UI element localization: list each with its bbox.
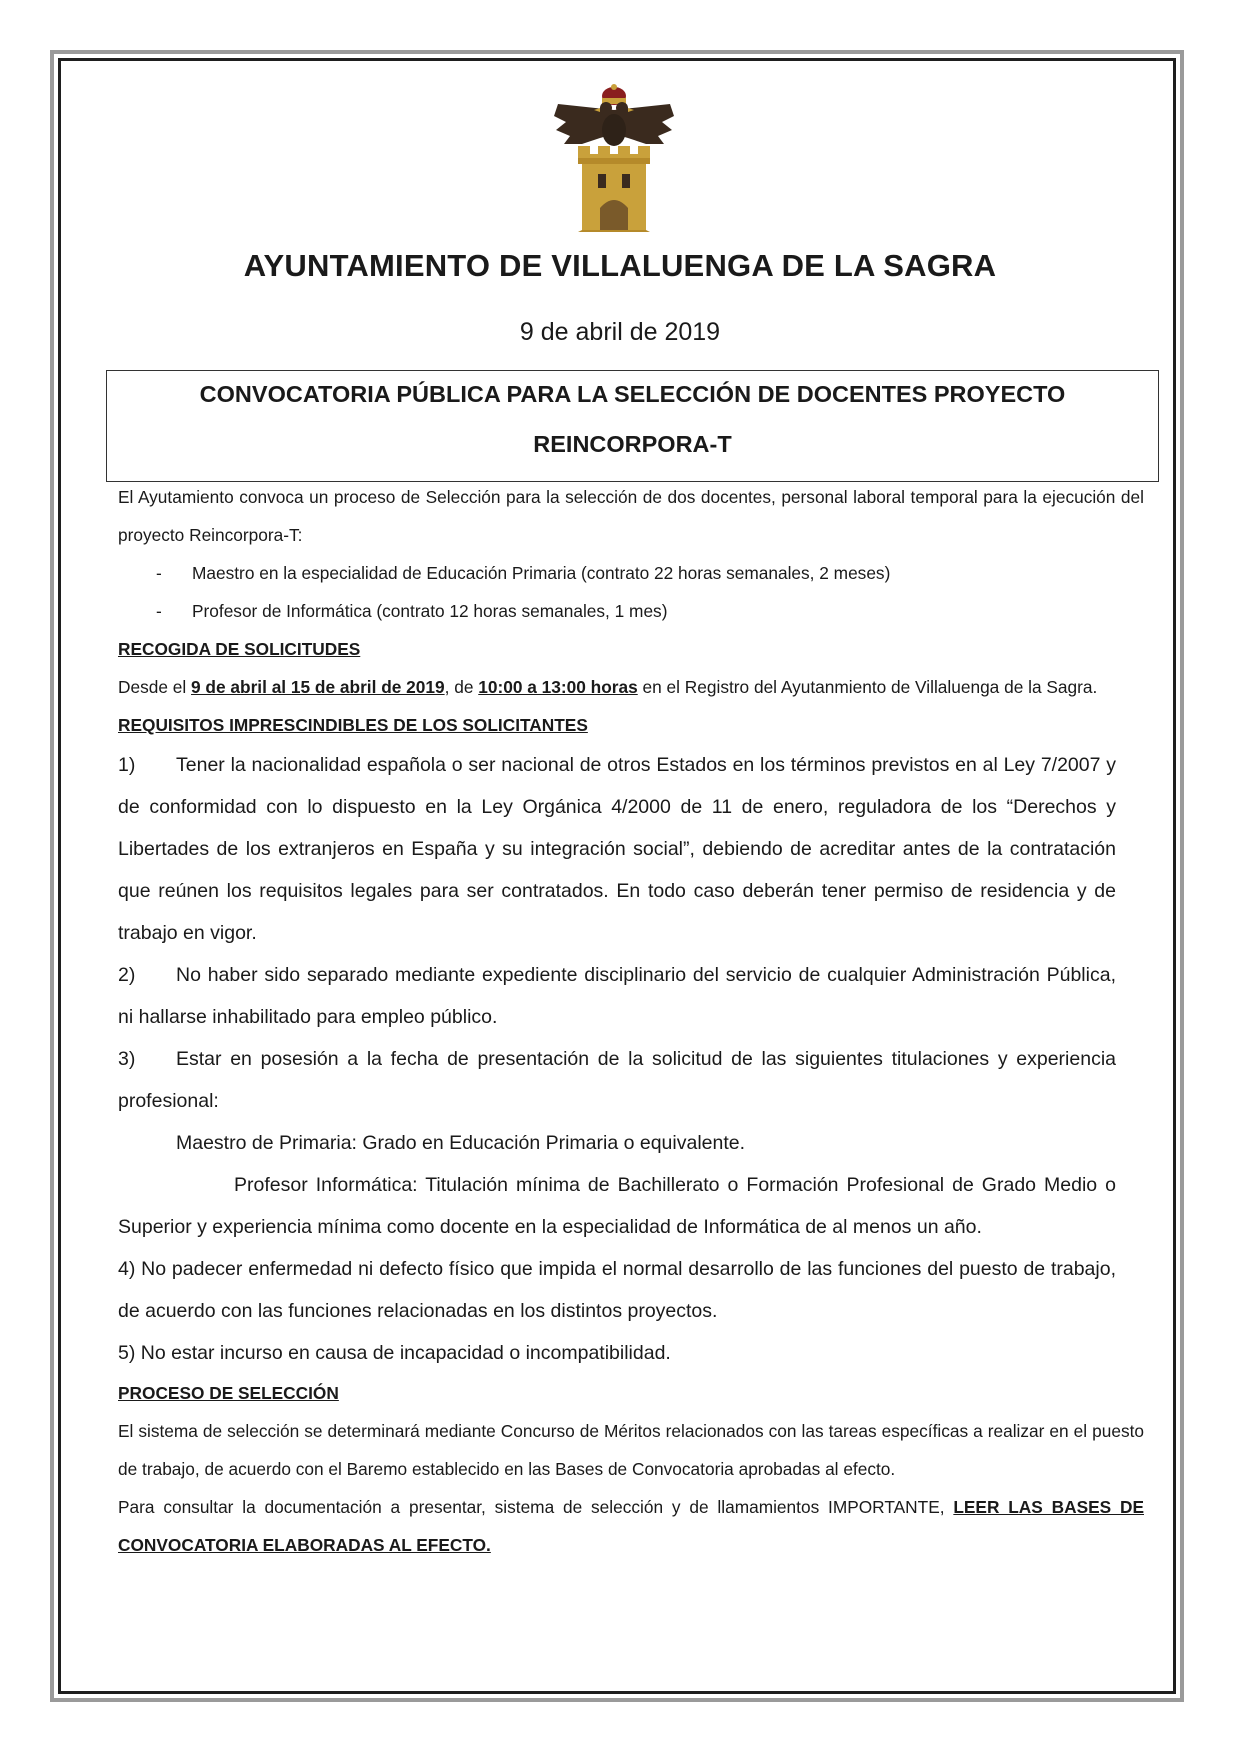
list-item: - Maestro en la especialidad de Educación Primaria (contrato 22 horas semanales, 2 meses) <box>118 554 1144 592</box>
requisito-3: 3) Estar en posesión a la fecha de presentación de la solicitud de las siguientes titulaciones y experiencia profesional: <box>118 1048 1116 1112</box>
requisito-5: 5) No estar incurso en causa de incapacidad o incompatibilidad. <box>118 1342 671 1364</box>
recogida-hours: 10:00 a 13:00 horas <box>478 677 638 697</box>
position-maestro: Maestro en la especialidad de Educación Primaria (contrato 22 horas semanales, 2 meses) <box>192 563 891 583</box>
coat-of-arms-icon <box>548 82 680 232</box>
convocatoria-title-line2: REINCORPORA-T <box>533 431 732 457</box>
requisito-3-profesor: Profesor Informática: Titulación mínima de Bachillerato o Formación Profesional de Grado Medio o Superior y experiencia mínima como docente en la especialidad de Informática de al menos un año. <box>118 1174 1116 1238</box>
proceso-paragraph: El sistema de selección se determinará mediante Concurso de Méritos relacionados con las tareas específicas a realizar en el puesto de trabajo, de acuerdo con el Baremo establecido en las Bases de Convocatoria aprobadas al efecto. <box>118 1421 1144 1479</box>
requisito-4: 4) No padecer enfermedad ni defecto físico que impida el normal desarrollo de las funciones del puesto de trabajo, de acuerdo con las funciones relacionadas en los distintos proyectos. <box>118 1258 1116 1322</box>
bases-link-text: LEER LAS BASES DE CONVOCATORIA ELABORADAS AL EFECTO. <box>118 1497 1144 1555</box>
requisito-3-maestro: Maestro de Primaria: Grado en Educación Primaria o equivalente. <box>176 1132 746 1154</box>
document-date: 9 de abril de 2019 <box>519 318 721 346</box>
recogida-heading: RECOGIDA DE SOLICITUDES <box>118 639 361 659</box>
position-profesor: Profesor de Informática (contrato 12 horas semanales, 1 mes) <box>192 601 668 621</box>
requisitos-heading: REQUISITOS IMPRESCINDIBLES DE LOS SOLICITANTES <box>118 715 588 735</box>
requisito-1: 1) Tener la nacionalidad española o ser nacional de otros Estados en los términos previstos en al Ley 7/2007 y de conformidad con lo dispuesto en la Ley Orgánica 4/2000 de 11 de enero, reguladora de los “Derechos y Libertades de los extranjeros en España y su integración social”, debiendo de acreditar antes de la contratación que reúnen los requisitos legales para ser contratados. En todo caso deberán tener permiso de residencia y de trabajo en vigor. <box>118 754 1116 944</box>
requisito-2: 2) No haber sido separado mediante expediente disciplinario del servicio de cualquier Administración Pública, ni hallarse inhabilitado para empleo público. <box>118 964 1116 1028</box>
page-title: AYUNTAMIENTO DE VILLALUENGA DE LA SAGRA <box>243 248 997 283</box>
convocatoria-box <box>106 370 1159 482</box>
proceso-heading: PROCESO DE SELECCIÓN <box>118 1383 339 1403</box>
recogida-paragraph: Desde el 9 de abril al 15 de abril de 2019, de 10:00 a 13:00 horas en el Registro del Ayutanmiento de Villaluenga de la Sagra. <box>118 677 1098 697</box>
document-body <box>118 478 1144 1564</box>
list-item: - Profesor de Informática (contrato 12 horas semanales, 1 mes) <box>118 592 1144 630</box>
consult-paragraph: Para consultar la documentación a presentar, sistema de selección y de llamamientos IMPORTANTE, LEER LAS BASES DE CONVOCATORIA ELABORADAS AL EFECTO. <box>118 1497 1144 1555</box>
intro-paragraph: El Ayutamiento convoca un proceso de Selección para la selección de dos docentes, personal laboral temporal para la ejecución del proyecto Reincorpora-T: <box>118 487 1144 545</box>
convocatoria-title-line1: CONVOCATORIA PÚBLICA PARA LA SELECCIÓN DE DOCENTES PROYECTO <box>199 381 1066 407</box>
recogida-dates: 9 de abril al 15 de abril de 2019 <box>191 677 445 697</box>
